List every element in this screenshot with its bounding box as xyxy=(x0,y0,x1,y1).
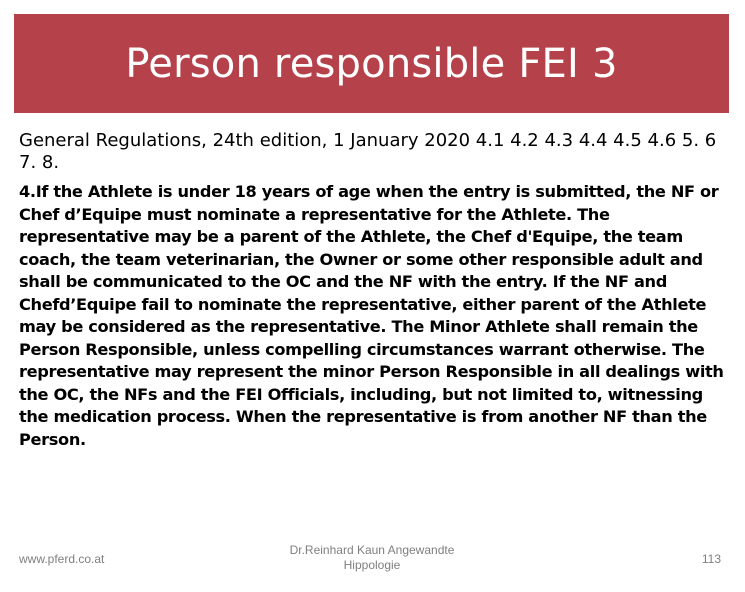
footer-author-line2: Hippologie xyxy=(343,558,401,572)
page-number: 113 xyxy=(701,552,721,566)
slide-body-text: 4.If the Athlete is under 18 years of age when the entry is submitted, the NF or Chef d’Equipe must nominate a representative for the Athlete. The representative may be a parent of the Athlete, the Chef d'Equipe, the team coach, the team veterinarian, the Owner or some other responsible adult and shall be communicated to the OC and the NF with the entry. If the NF and Chefd’Equipe fail to nominate the representative, either parent of the Athlete may be considered as the representative. The Minor Athlete shall remain the Person Responsible, unless compelling circumstances warrant otherwise. The representative may represent the minor Person Responsible in all dealings with the OC, the NFs and the FEI Officials, including, but not limited to, witnessing the medication process. When the representative is from another NF than the Person. xyxy=(19,182,724,449)
footer-author xyxy=(232,543,512,573)
slide-title: Person responsible FEI 3 xyxy=(125,40,618,87)
title-bar xyxy=(14,14,729,113)
footer-website: www.pferd.co.at xyxy=(19,552,105,566)
slide-subtitle: General Regulations, 24th edition, 1 January 2020 4.1 4.2 4.3 4.4 4.5 4.6 5. 6 7. 8. xyxy=(19,130,717,173)
footer-author-line1: Dr.Reinhard Kaun Angewandte xyxy=(289,543,455,557)
